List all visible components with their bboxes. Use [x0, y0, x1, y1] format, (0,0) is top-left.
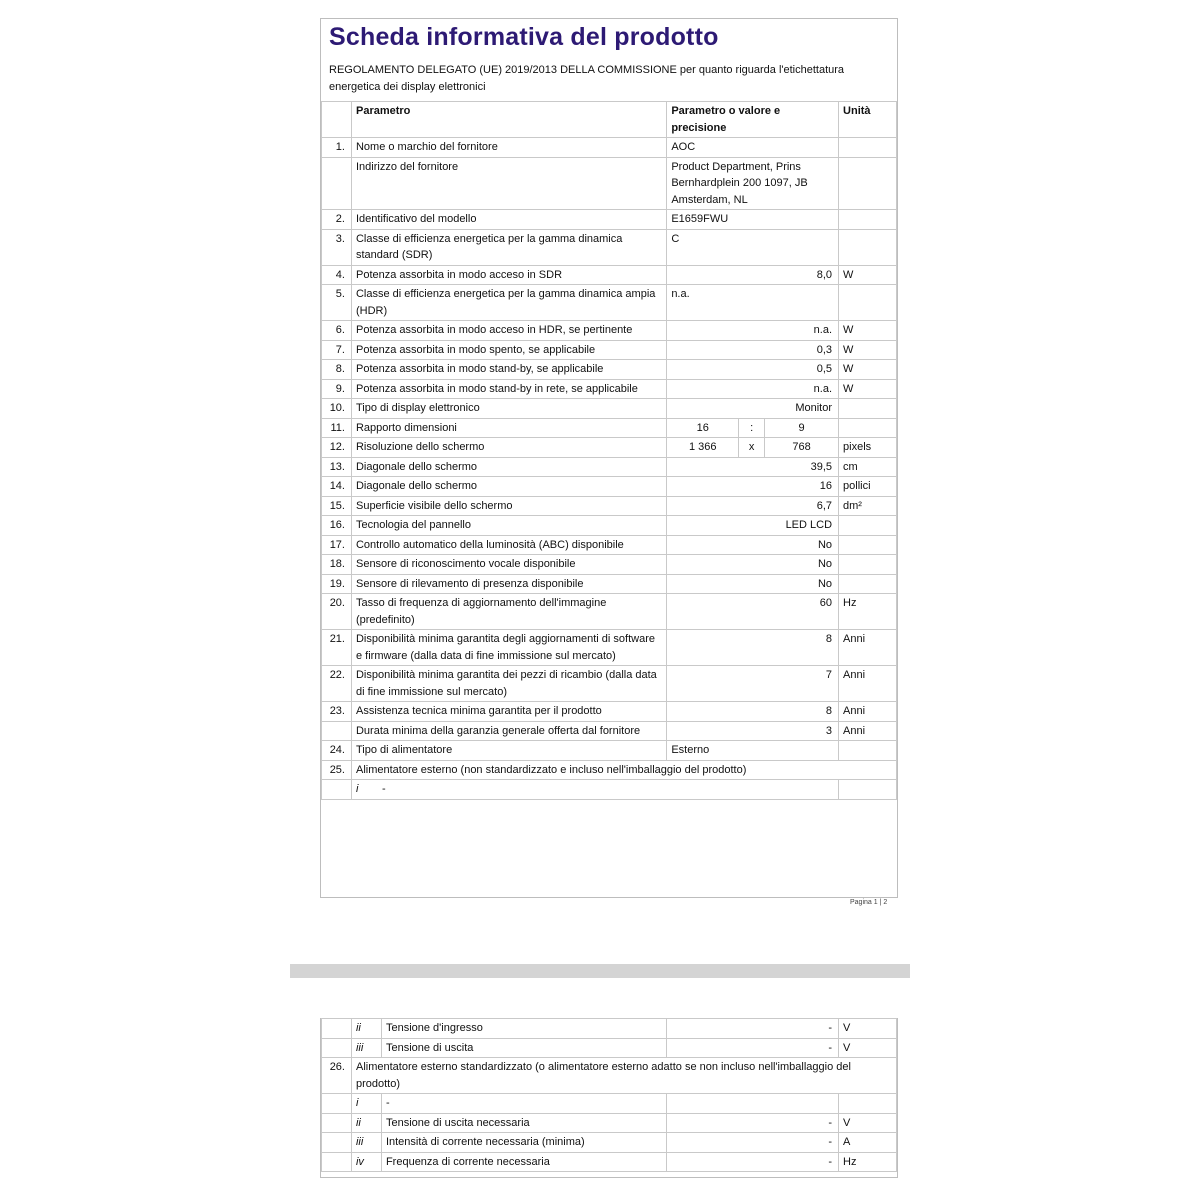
- row-parameter: Nome o marchio del fornitore: [351, 138, 666, 158]
- row-unit: [839, 516, 897, 536]
- row-value: 8: [667, 702, 839, 722]
- table-row: [322, 265, 897, 285]
- table-header-row: [322, 102, 897, 138]
- row-parameter: Identificativo del modello: [351, 210, 666, 230]
- table-row: [322, 594, 897, 630]
- row-unit: W: [839, 340, 897, 360]
- table-row: [322, 721, 897, 741]
- page-divider: [290, 964, 910, 978]
- row-parameter: Tecnologia del pannello: [351, 516, 666, 536]
- row-parameter: Diagonale dello schermo: [351, 477, 666, 497]
- row-parameter: Alimentatore esterno (non standardizzato e incluso nell'imballaggio del prodotto): [351, 760, 896, 780]
- row-unit: [839, 741, 897, 761]
- row-value: [667, 1094, 839, 1114]
- table-row: [322, 1113, 897, 1133]
- row-parameter: Durata minima della garanzia generale offerta dal fornitore: [351, 721, 666, 741]
- row-value: n.a.: [667, 285, 839, 321]
- row-parameter: Potenza assorbita in modo stand-by in rete, se applicabile: [351, 379, 666, 399]
- row-unit: [839, 285, 897, 321]
- row-value-separator: x: [739, 438, 765, 458]
- row-parameter: Tasso di frequenza di aggiornamento dell'immagine (predefinito): [351, 594, 666, 630]
- row-value: 60: [667, 594, 839, 630]
- row-unit: [839, 210, 897, 230]
- table-row: [322, 229, 897, 265]
- row-unit: W: [839, 379, 897, 399]
- row-parameter: Tensione di uscita: [381, 1038, 666, 1058]
- row-value-b: 768: [765, 438, 839, 458]
- row-parameter: Alimentatore esterno standardizzato (o alimentatore esterno adatto se non incluso nell'imballaggio del prodotto): [351, 1058, 896, 1094]
- row-value: -: [667, 1019, 839, 1039]
- row-value: -: [667, 1152, 839, 1172]
- table-row: [322, 702, 897, 722]
- row-value: 0,5: [667, 360, 839, 380]
- row-parameter: Classe di efficienza energetica per la gamma dinamica ampia (HDR): [351, 285, 666, 321]
- document-page-2: [320, 1018, 898, 1178]
- row-number: 18.: [322, 555, 352, 575]
- row-roman: i: [351, 1094, 381, 1114]
- row-value: No: [667, 574, 839, 594]
- table-row: [322, 477, 897, 497]
- row-value: No: [667, 535, 839, 555]
- row-parameter: Sensore di riconoscimento vocale disponibile: [351, 555, 666, 575]
- row-unit: [839, 138, 897, 158]
- row-number: 16.: [322, 516, 352, 536]
- row-number: 4.: [322, 265, 352, 285]
- row-parameter: Disponibilità minima garantita dei pezzi di ricambio (dalla data di fine immissione sul mercato): [351, 666, 666, 702]
- row-number: 19.: [322, 574, 352, 594]
- row-unit: [839, 157, 897, 210]
- row-unit: [839, 574, 897, 594]
- row-parameter: Rapporto dimensioni: [351, 418, 666, 438]
- row-unit: cm: [839, 457, 897, 477]
- row-value: 39,5: [667, 457, 839, 477]
- row-subitem: [351, 780, 838, 800]
- row-value: LED LCD: [667, 516, 839, 536]
- row-parameter: Potenza assorbita in modo acceso in SDR: [351, 265, 666, 285]
- row-number: 23.: [322, 702, 352, 722]
- row-number: 26.: [322, 1058, 352, 1094]
- row-value-a: 1 366: [667, 438, 739, 458]
- row-number: [322, 1094, 352, 1114]
- row-value: AOC: [667, 138, 839, 158]
- table-row: [322, 555, 897, 575]
- row-parameter: Classe di efficienza energetica per la gamma dinamica standard (SDR): [351, 229, 666, 265]
- table-row: [322, 1038, 897, 1058]
- row-number: 25.: [322, 760, 352, 780]
- row-number: [322, 780, 352, 800]
- row-number: [322, 1019, 352, 1039]
- row-value: Product Department, Prins Bernhardplein 200 1097, JB Amsterdam, NL: [667, 157, 839, 210]
- row-unit: Anni: [839, 721, 897, 741]
- document-page-1: [320, 18, 898, 898]
- row-number: 2.: [322, 210, 352, 230]
- row-parameter: Potenza assorbita in modo stand-by, se applicabile: [351, 360, 666, 380]
- table-row: [322, 210, 897, 230]
- header-value: Parametro o valore e precisione: [667, 102, 839, 138]
- row-roman: iii: [351, 1038, 381, 1058]
- row-unit: W: [839, 265, 897, 285]
- row-parameter: Frequenza di corrente necessaria: [381, 1152, 666, 1172]
- row-number: [322, 1152, 352, 1172]
- row-unit: Anni: [839, 666, 897, 702]
- row-number: 5.: [322, 285, 352, 321]
- row-number: 13.: [322, 457, 352, 477]
- header-num: [322, 102, 352, 138]
- row-parameter: Superficie visibile dello schermo: [351, 496, 666, 516]
- row-unit: pixels: [839, 438, 897, 458]
- row-number: [322, 1038, 352, 1058]
- table-row: [322, 741, 897, 761]
- row-number: [322, 1133, 352, 1153]
- row-value-b: 9: [765, 418, 839, 438]
- row-parameter: Intensità di corrente necessaria (minima): [381, 1133, 666, 1153]
- table-row: [322, 321, 897, 341]
- row-unit: [839, 399, 897, 419]
- table-row: [322, 285, 897, 321]
- table-row: [322, 1019, 897, 1039]
- row-number: 17.: [322, 535, 352, 555]
- row-value: C: [667, 229, 839, 265]
- row-parameter: Potenza assorbita in modo acceso in HDR, se pertinente: [351, 321, 666, 341]
- row-unit: [839, 780, 897, 800]
- row-number: 22.: [322, 666, 352, 702]
- row-value-a: 16: [667, 418, 739, 438]
- row-number: 24.: [322, 741, 352, 761]
- table-row: [322, 360, 897, 380]
- row-number: 12.: [322, 438, 352, 458]
- row-roman: ii: [351, 1113, 381, 1133]
- row-unit: [839, 555, 897, 575]
- product-info-table-continued: [321, 1018, 897, 1172]
- table-row: [322, 574, 897, 594]
- row-value: -: [667, 1038, 839, 1058]
- row-value-separator: :: [739, 418, 765, 438]
- row-value: -: [667, 1113, 839, 1133]
- row-value: n.a.: [667, 379, 839, 399]
- row-value: 0,3: [667, 340, 839, 360]
- table-row: [322, 760, 897, 780]
- row-parameter: Tensione di uscita necessaria: [381, 1113, 666, 1133]
- table-row: [322, 340, 897, 360]
- product-info-table: [321, 101, 897, 800]
- row-unit: V: [839, 1038, 897, 1058]
- row-parameter: Tipo di alimentatore: [351, 741, 666, 761]
- table-row: [322, 1133, 897, 1153]
- table-row: [322, 780, 897, 800]
- row-roman: iii: [351, 1133, 381, 1153]
- table-row: [322, 379, 897, 399]
- row-number: [322, 721, 352, 741]
- row-parameter: Disponibilità minima garantita degli aggiornamenti di software e firmware (dalla data di fine immissione sul mercato): [351, 630, 666, 666]
- row-number: 21.: [322, 630, 352, 666]
- page-number: Pagina 1 | 2: [850, 899, 888, 906]
- row-unit: W: [839, 360, 897, 380]
- table-row: [322, 157, 897, 210]
- row-parameter: Potenza assorbita in modo spento, se applicabile: [351, 340, 666, 360]
- row-number: 8.: [322, 360, 352, 380]
- row-number: 20.: [322, 594, 352, 630]
- subitem-value: -: [381, 783, 386, 795]
- row-value: -: [667, 1133, 839, 1153]
- table-row: [322, 516, 897, 536]
- header-unit: Unità: [839, 102, 897, 138]
- row-number: 1.: [322, 138, 352, 158]
- table-row: [322, 535, 897, 555]
- table-row: [322, 1058, 897, 1094]
- row-unit: Hz: [839, 1152, 897, 1172]
- row-unit: Anni: [839, 702, 897, 722]
- table-row: [322, 438, 897, 458]
- page-title: Scheda informativa del prodotto: [329, 23, 719, 51]
- row-value: Esterno: [667, 741, 839, 761]
- row-unit: dm²: [839, 496, 897, 516]
- row-parameter: Diagonale dello schermo: [351, 457, 666, 477]
- row-number: 14.: [322, 477, 352, 497]
- row-unit: [839, 229, 897, 265]
- row-value: n.a.: [667, 321, 839, 341]
- table-row: [322, 138, 897, 158]
- table-row: [322, 418, 897, 438]
- row-value: 6,7: [667, 496, 839, 516]
- row-number: 7.: [322, 340, 352, 360]
- row-value: No: [667, 555, 839, 575]
- row-value: 16: [667, 477, 839, 497]
- table-row: [322, 1094, 897, 1114]
- row-parameter: Controllo automatico della luminosità (ABC) disponibile: [351, 535, 666, 555]
- row-parameter: Indirizzo del fornitore: [351, 157, 666, 210]
- row-parameter: Risoluzione dello schermo: [351, 438, 666, 458]
- row-unit: Anni: [839, 630, 897, 666]
- row-number: 15.: [322, 496, 352, 516]
- table-row: [322, 457, 897, 477]
- row-number: 3.: [322, 229, 352, 265]
- table-row: [322, 666, 897, 702]
- row-unit: [839, 535, 897, 555]
- regulation-subtitle: REGOLAMENTO DELEGATO (UE) 2019/2013 DELLA COMMISSIONE per quanto riguarda l'etichettatura energetica dei display elettronici: [329, 64, 845, 93]
- row-value: E1659FWU: [667, 210, 839, 230]
- table-row: [322, 496, 897, 516]
- row-unit: V: [839, 1019, 897, 1039]
- row-number: 10.: [322, 399, 352, 419]
- row-number: [322, 1113, 352, 1133]
- row-roman: ii: [351, 1019, 381, 1039]
- row-unit: W: [839, 321, 897, 341]
- row-number: 9.: [322, 379, 352, 399]
- row-value: 8,0: [667, 265, 839, 285]
- row-parameter: Sensore di rilevamento di presenza disponibile: [351, 574, 666, 594]
- row-unit: Hz: [839, 594, 897, 630]
- header-parameter: Parametro: [351, 102, 666, 138]
- row-roman: iv: [351, 1152, 381, 1172]
- row-number: [322, 157, 352, 210]
- row-value: Monitor: [667, 399, 839, 419]
- row-parameter: Tensione d'ingresso: [381, 1019, 666, 1039]
- row-parameter: Tipo di display elettronico: [351, 399, 666, 419]
- row-parameter: -: [381, 1094, 666, 1114]
- row-parameter: Assistenza tecnica minima garantita per il prodotto: [351, 702, 666, 722]
- row-value: 7: [667, 666, 839, 702]
- row-unit: pollici: [839, 477, 897, 497]
- table-row: [322, 630, 897, 666]
- row-number: 11.: [322, 418, 352, 438]
- row-unit: A: [839, 1133, 897, 1153]
- row-number: 6.: [322, 321, 352, 341]
- table-row: [322, 399, 897, 419]
- table-row: [322, 1152, 897, 1172]
- row-unit: V: [839, 1113, 897, 1133]
- subitem-roman: i: [355, 783, 359, 795]
- row-value: 3: [667, 721, 839, 741]
- row-unit: [839, 418, 897, 438]
- row-value: 8: [667, 630, 839, 666]
- row-unit: [839, 1094, 897, 1114]
